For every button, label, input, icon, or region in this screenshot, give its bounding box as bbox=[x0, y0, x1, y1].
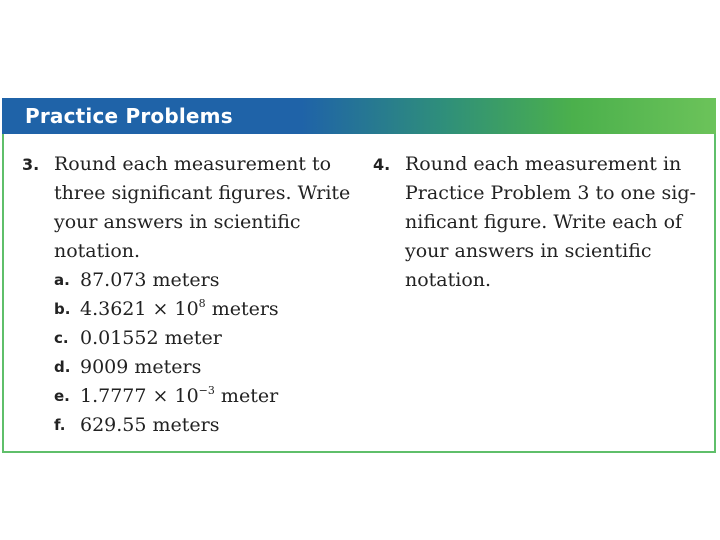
problem-text: Round each measurement in Practice Problem 3 to one sig- nificant figure. Write each of your answers in scientific notation. bbox=[405, 153, 696, 291]
practice-problems-header bbox=[2, 98, 716, 134]
sub-item-a bbox=[54, 266, 362, 295]
sub-item-b bbox=[54, 295, 362, 324]
problem-number: 4. bbox=[373, 155, 391, 174]
sub-item-text: 629.55 meters bbox=[80, 414, 220, 436]
sub-item-unit: meters bbox=[205, 298, 279, 320]
problem-text: Round each measurement to three significant figures. Write your answers in scientific notation. bbox=[54, 153, 351, 262]
sub-item-d bbox=[54, 353, 362, 382]
problem-3 bbox=[22, 150, 362, 440]
sub-item-c bbox=[54, 324, 362, 353]
sub-item-letter: b. bbox=[54, 300, 71, 318]
sub-item-value bbox=[80, 295, 279, 324]
sub-item-exponent: 8 bbox=[198, 297, 206, 310]
header-title: Practice Problems bbox=[25, 104, 233, 128]
sub-item-text: 4.3621 × 10 bbox=[80, 298, 199, 320]
sub-item-value bbox=[80, 382, 278, 411]
sub-item-f bbox=[54, 411, 362, 440]
sub-item-text: 87.073 meters bbox=[80, 269, 220, 291]
sub-item-letter: d. bbox=[54, 358, 71, 376]
problem-4 bbox=[373, 150, 703, 295]
sub-item-unit: meter bbox=[214, 385, 279, 407]
sub-item-text: 9009 meters bbox=[80, 356, 202, 378]
problem-number: 3. bbox=[22, 155, 40, 174]
sub-item-e bbox=[54, 382, 362, 411]
sub-item-text: 0.01552 meter bbox=[80, 327, 222, 349]
sub-item-letter: f. bbox=[54, 416, 66, 434]
sub-item-text: 1.7777 × 10 bbox=[80, 385, 199, 407]
sub-item-letter: a. bbox=[54, 271, 70, 289]
sub-item-exponent: −3 bbox=[198, 384, 215, 397]
sub-item-letter: e. bbox=[54, 387, 70, 405]
sub-item-list bbox=[54, 266, 362, 440]
sub-item-letter: c. bbox=[54, 329, 69, 347]
